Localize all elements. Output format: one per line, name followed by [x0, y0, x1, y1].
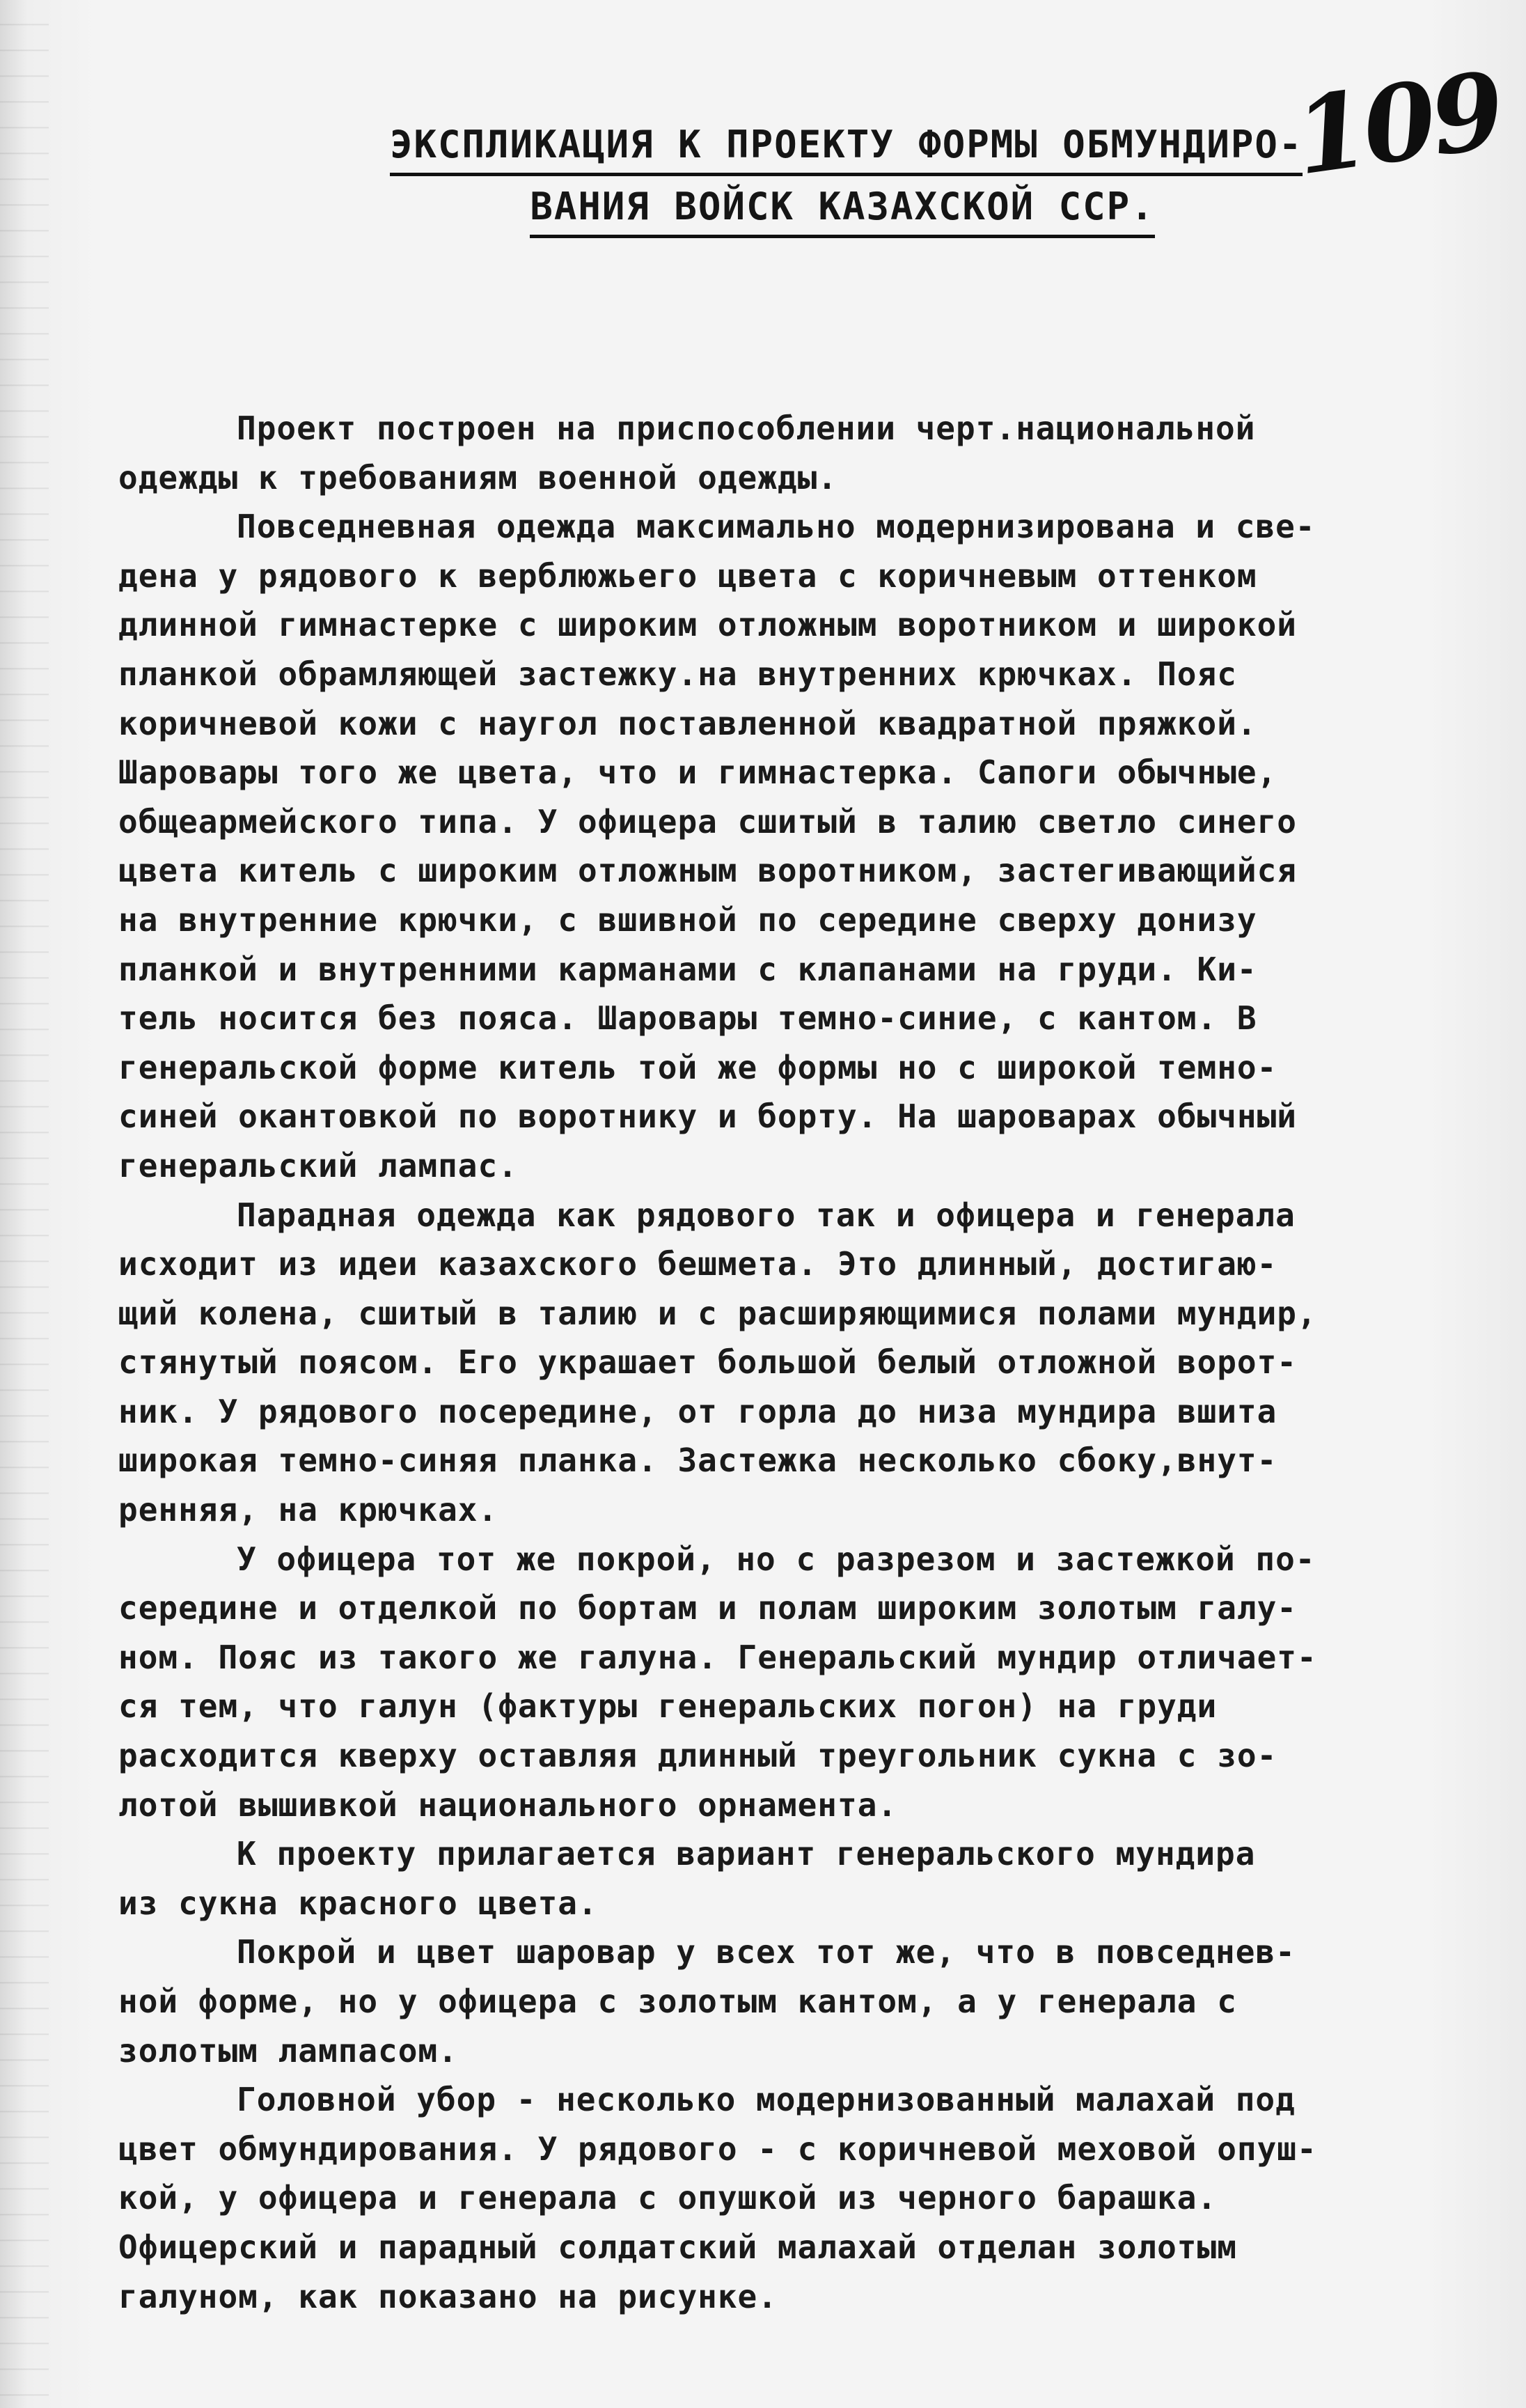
text-line: цвет обмундирования. У рядового - с коричневой меховой опуш-: [118, 2129, 1317, 2168]
text-line: генеральский лампас.: [118, 1146, 518, 1185]
text-line: У офицера тот же покрой, но с разрезом и застежкой по-: [237, 1540, 1316, 1578]
text-line: лотой вышивкой национального орнамента.: [118, 1785, 898, 1824]
text-line: Головной убор - несколько модернизованный малахай под: [237, 2081, 1296, 2119]
text-line: Шаровары того же цвета, что и гимнастерка. Сапоги обычные,: [118, 753, 1277, 792]
text-line: Покрой и цвет шаровар у всех тот же, что в повседнев-: [237, 1933, 1296, 1971]
handwritten-page-number: 109: [1287, 49, 1508, 199]
text-line: из сукна красного цвета.: [118, 1884, 598, 1922]
text-line: тель носится без пояса. Шаровары темно-синие, с кантом. В: [118, 999, 1257, 1038]
text-line: планкой и внутренними карманами с клапанами на груди. Ки-: [118, 950, 1257, 988]
text-line: дена у рядового к верблюжьего цвета с коричневым оттенком: [118, 556, 1257, 595]
text-line: Повседневная одежда максимально модернизирована и све-: [237, 508, 1316, 546]
title-line-1: ЭКСПЛИКАЦИЯ К ПРОЕКТУ ФОРМЫ ОБМУНДИРО-: [390, 118, 1303, 176]
text-line: ник. У рядового посередине, от горла до низа мундира вшита: [118, 1392, 1277, 1430]
text-line: коричневой кожи с наугол поставленной квадратной пряжкой.: [118, 704, 1257, 742]
text-line: ном. Пояс из такого же галуна. Генеральский мундир отличает-: [118, 1638, 1317, 1676]
text-line: цвета китель с широким отложным воротником, застегивающийся: [118, 852, 1297, 890]
text-line: щий колена, сшитый в талию и с расширяющимися полами мундир,: [118, 1294, 1317, 1332]
text-line: Офицерский и парадный солдатский малахай отделан золотым: [118, 2228, 1237, 2266]
text-line: середине и отделкой по бортам и полам широким золотым галу-: [118, 1589, 1297, 1627]
text-line: кой, у офицера и генерала с опушкой из черного барашка.: [118, 2179, 1218, 2217]
text-line: золотым лампасом.: [118, 2031, 458, 2070]
text-line: Проект построен на приспособлении черт.национальной: [237, 409, 1256, 447]
text-line: длинной гимнастерке с широким отложным воротником и широкой: [118, 606, 1297, 644]
text-line: общеармейского типа. У офицера сшитый в талию светло синего: [118, 802, 1297, 841]
text-line: на внутренние крючки, с вшивной по середине сверху донизу: [118, 900, 1257, 939]
text-line: исходит из идеи казахского бешмета. Это длинный, достигаю-: [118, 1245, 1277, 1283]
text-line: планкой обрамляющей застежку.на внутренних крючках. Пояс: [118, 655, 1237, 693]
text-line: синей окантовкой по воротнику и борту. На шароварах обычный: [118, 1097, 1297, 1136]
text-line: стянутый поясом. Его украшает большой белый отложной ворот-: [118, 1343, 1297, 1382]
title-line-2: ВАНИЯ ВОЙСК КАЗАХСКОЙ ССР.: [530, 180, 1154, 238]
document-title: [390, 118, 1303, 238]
scan-edge-noise: [0, 0, 49, 2408]
text-line: генеральской форме китель той же формы но с широкой темно-: [118, 1048, 1277, 1086]
text-line: ной форме, но у офицера с золотым кантом, а у генерала с: [118, 1983, 1237, 2020]
text-line: К проекту прилагается вариант генеральского мундира: [237, 1835, 1256, 1873]
text-line: ся тем, что галун (фактуры генеральских погон) на груди: [118, 1687, 1218, 1726]
text-line: одежды к требованиям военной одежды.: [118, 458, 837, 497]
text-line: Парадная одежда как рядового так и офицера и генерала: [237, 1196, 1296, 1234]
text-line: ренняя, на крючках.: [118, 1491, 498, 1529]
text-line: галуном, как показано на рисунке.: [118, 2277, 778, 2315]
document-body: [118, 404, 1497, 2321]
text-line: расходится кверху оставляя длинный треугольник сукна с зо-: [118, 1737, 1277, 1775]
text-line: широкая темно-синяя планка. Застежка несколько сбоку,внут-: [118, 1441, 1277, 1480]
